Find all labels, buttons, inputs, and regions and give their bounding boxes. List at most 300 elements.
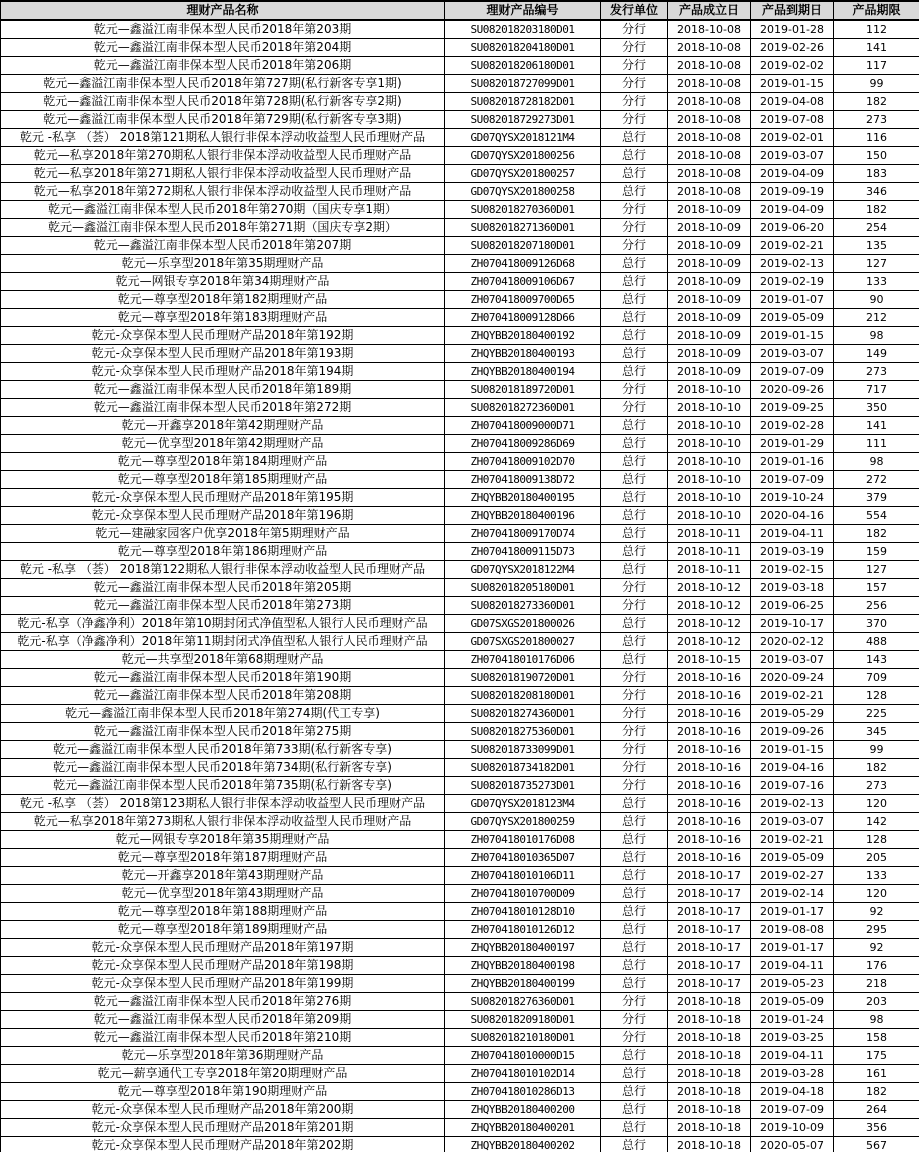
cell-product-name[interactable]: 乾元—鑫溢江南非保本型人民币2018年第275期: [1, 723, 445, 741]
cell-term-days[interactable]: 295: [834, 921, 919, 939]
cell-product-code[interactable]: ZH070418010126D12: [445, 921, 601, 939]
cell-maturity-date[interactable]: 2019-01-24: [751, 1011, 834, 1029]
cell-maturity-date[interactable]: 2019-02-21: [751, 831, 834, 849]
cell-product-code[interactable]: SU082018203180D01: [445, 20, 601, 39]
cell-issuing-unit[interactable]: 总行: [601, 1065, 668, 1083]
cell-product-code[interactable]: ZHQYBB20180400198: [445, 957, 601, 975]
cell-start-date[interactable]: 2018-10-16: [668, 813, 751, 831]
column-header-maturity-date[interactable]: 产品到期日: [751, 1, 834, 20]
cell-issuing-unit[interactable]: 总行: [601, 1119, 668, 1137]
cell-product-name[interactable]: 乾元—共享型2018年第68期理财产品: [1, 651, 445, 669]
cell-maturity-date[interactable]: 2019-02-13: [751, 255, 834, 273]
cell-maturity-date[interactable]: 2020-05-07: [751, 1137, 834, 1152]
cell-term-days[interactable]: 183: [834, 165, 919, 183]
column-header-issuing-unit[interactable]: 发行单位: [601, 1, 668, 20]
cell-product-name[interactable]: 乾元—鑫溢江南非保本型人民币2018年第271期（国庆专享2期）: [1, 219, 445, 237]
cell-product-name[interactable]: 乾元-众享保本型人民币理财产品2018年第192期: [1, 327, 445, 345]
cell-product-code[interactable]: SU082018207180D01: [445, 237, 601, 255]
cell-product-name[interactable]: 乾元-众享保本型人民币理财产品2018年第195期: [1, 489, 445, 507]
cell-maturity-date[interactable]: 2019-01-16: [751, 453, 834, 471]
cell-product-code[interactable]: SU082018274360D01: [445, 705, 601, 723]
cell-product-code[interactable]: ZHQYBB20180400195: [445, 489, 601, 507]
cell-issuing-unit[interactable]: 总行: [601, 453, 668, 471]
cell-issuing-unit[interactable]: 总行: [601, 885, 668, 903]
cell-product-code[interactable]: ZH070418009000D71: [445, 417, 601, 435]
cell-product-name[interactable]: 乾元—鑫溢江南非保本型人民币2018年第733期(私行新客专享): [1, 741, 445, 759]
cell-term-days[interactable]: 157: [834, 579, 919, 597]
cell-product-code[interactable]: SU082018272360D01: [445, 399, 601, 417]
cell-start-date[interactable]: 2018-10-09: [668, 201, 751, 219]
cell-product-name[interactable]: 乾元—尊享型2018年第187期理财产品: [1, 849, 445, 867]
cell-start-date[interactable]: 2018-10-10: [668, 507, 751, 525]
cell-maturity-date[interactable]: 2019-09-19: [751, 183, 834, 201]
cell-product-name[interactable]: 乾元—鑫溢江南非保本型人民币2018年第735期(私行新客专享): [1, 777, 445, 795]
cell-maturity-date[interactable]: 2019-10-24: [751, 489, 834, 507]
column-header-product-code[interactable]: 理财产品编号: [445, 1, 601, 20]
cell-product-name[interactable]: 乾元—优享型2018年第42期理财产品: [1, 435, 445, 453]
cell-product-name[interactable]: 乾元-私享（净鑫净利）2018年第10期封闭式净值型私人银行人民币理财产品: [1, 615, 445, 633]
cell-start-date[interactable]: 2018-10-16: [668, 687, 751, 705]
cell-issuing-unit[interactable]: 分行: [601, 597, 668, 615]
cell-product-name[interactable]: 乾元—尊享型2018年第183期理财产品: [1, 309, 445, 327]
cell-term-days[interactable]: 98: [834, 453, 919, 471]
cell-term-days[interactable]: 182: [834, 201, 919, 219]
cell-start-date[interactable]: 2018-10-10: [668, 471, 751, 489]
cell-term-days[interactable]: 273: [834, 777, 919, 795]
cell-issuing-unit[interactable]: 分行: [601, 777, 668, 795]
cell-issuing-unit[interactable]: 总行: [601, 291, 668, 309]
cell-issuing-unit[interactable]: 分行: [601, 759, 668, 777]
cell-issuing-unit[interactable]: 总行: [601, 525, 668, 543]
cell-maturity-date[interactable]: 2019-01-07: [751, 291, 834, 309]
cell-maturity-date[interactable]: 2019-02-15: [751, 561, 834, 579]
cell-product-name[interactable]: 乾元—鑫溢江南非保本型人民币2018年第274期(代工专享): [1, 705, 445, 723]
cell-issuing-unit[interactable]: 分行: [601, 1011, 668, 1029]
cell-issuing-unit[interactable]: 总行: [601, 633, 668, 651]
cell-start-date[interactable]: 2018-10-17: [668, 885, 751, 903]
cell-product-code[interactable]: ZHQYBB20180400202: [445, 1137, 601, 1152]
cell-product-code[interactable]: SU082018189720D01: [445, 381, 601, 399]
cell-product-code[interactable]: SU082018204180D01: [445, 39, 601, 57]
cell-maturity-date[interactable]: 2019-06-20: [751, 219, 834, 237]
cell-issuing-unit[interactable]: 总行: [601, 795, 668, 813]
cell-product-name[interactable]: 乾元—鑫溢江南非保本型人民币2018年第205期: [1, 579, 445, 597]
cell-term-days[interactable]: 127: [834, 255, 919, 273]
cell-product-name[interactable]: 乾元 -私享 （荟） 2018第123期私人银行非保本浮动收益型人民币理财产品: [1, 795, 445, 813]
cell-issuing-unit[interactable]: 分行: [601, 579, 668, 597]
cell-maturity-date[interactable]: 2019-03-18: [751, 579, 834, 597]
cell-term-days[interactable]: 161: [834, 1065, 919, 1083]
cell-product-code[interactable]: SU082018210180D01: [445, 1029, 601, 1047]
cell-issuing-unit[interactable]: 总行: [601, 165, 668, 183]
cell-maturity-date[interactable]: 2019-04-09: [751, 165, 834, 183]
cell-product-code[interactable]: ZHQYBB20180400193: [445, 345, 601, 363]
cell-start-date[interactable]: 2018-10-12: [668, 597, 751, 615]
cell-product-name[interactable]: 乾元—开鑫享2018年第42期理财产品: [1, 417, 445, 435]
cell-maturity-date[interactable]: 2019-04-11: [751, 1047, 834, 1065]
cell-start-date[interactable]: 2018-10-09: [668, 291, 751, 309]
cell-start-date[interactable]: 2018-10-11: [668, 543, 751, 561]
cell-product-name[interactable]: 乾元—尊享型2018年第190期理财产品: [1, 1083, 445, 1101]
cell-start-date[interactable]: 2018-10-09: [668, 255, 751, 273]
cell-product-code[interactable]: SU082018205180D01: [445, 579, 601, 597]
cell-term-days[interactable]: 182: [834, 93, 919, 111]
cell-product-code[interactable]: ZH070418010106D11: [445, 867, 601, 885]
cell-maturity-date[interactable]: 2019-04-09: [751, 201, 834, 219]
cell-issuing-unit[interactable]: 分行: [601, 399, 668, 417]
cell-product-code[interactable]: SU082018276360D01: [445, 993, 601, 1011]
cell-maturity-date[interactable]: 2019-01-29: [751, 435, 834, 453]
cell-start-date[interactable]: 2018-10-18: [668, 1065, 751, 1083]
cell-term-days[interactable]: 182: [834, 759, 919, 777]
cell-issuing-unit[interactable]: 分行: [601, 705, 668, 723]
cell-start-date[interactable]: 2018-10-10: [668, 417, 751, 435]
cell-maturity-date[interactable]: 2019-07-08: [751, 111, 834, 129]
column-header-term-days[interactable]: 产品期限: [834, 1, 919, 20]
cell-term-days[interactable]: 141: [834, 417, 919, 435]
cell-maturity-date[interactable]: 2020-02-12: [751, 633, 834, 651]
cell-issuing-unit[interactable]: 总行: [601, 255, 668, 273]
cell-maturity-date[interactable]: 2019-02-26: [751, 39, 834, 57]
cell-issuing-unit[interactable]: 总行: [601, 867, 668, 885]
cell-issuing-unit[interactable]: 总行: [601, 309, 668, 327]
cell-start-date[interactable]: 2018-10-09: [668, 327, 751, 345]
cell-start-date[interactable]: 2018-10-17: [668, 975, 751, 993]
cell-maturity-date[interactable]: 2019-05-29: [751, 705, 834, 723]
cell-product-name[interactable]: 乾元—尊享型2018年第182期理财产品: [1, 291, 445, 309]
cell-start-date[interactable]: 2018-10-11: [668, 525, 751, 543]
cell-issuing-unit[interactable]: 总行: [601, 615, 668, 633]
cell-term-days[interactable]: 176: [834, 957, 919, 975]
cell-product-name[interactable]: 乾元—鑫溢江南非保本型人民币2018年第206期: [1, 57, 445, 75]
cell-product-code[interactable]: ZHQYBB20180400196: [445, 507, 601, 525]
cell-issuing-unit[interactable]: 总行: [601, 903, 668, 921]
cell-product-code[interactable]: ZH070418010128D10: [445, 903, 601, 921]
column-header-start-date[interactable]: 产品成立日: [668, 1, 751, 20]
cell-maturity-date[interactable]: 2019-03-07: [751, 813, 834, 831]
cell-term-days[interactable]: 345: [834, 723, 919, 741]
cell-product-code[interactable]: GD07SXGS201800027: [445, 633, 601, 651]
cell-issuing-unit[interactable]: 分行: [601, 39, 668, 57]
cell-term-days[interactable]: 135: [834, 237, 919, 255]
cell-maturity-date[interactable]: 2019-02-19: [751, 273, 834, 291]
cell-product-code[interactable]: SU082018735273D01: [445, 777, 601, 795]
cell-term-days[interactable]: 717: [834, 381, 919, 399]
cell-term-days[interactable]: 98: [834, 1011, 919, 1029]
cell-issuing-unit[interactable]: 总行: [601, 471, 668, 489]
cell-issuing-unit[interactable]: 分行: [601, 669, 668, 687]
cell-maturity-date[interactable]: 2019-03-07: [751, 345, 834, 363]
cell-start-date[interactable]: 2018-10-16: [668, 741, 751, 759]
cell-product-code[interactable]: ZH070418009286D69: [445, 435, 601, 453]
cell-product-code[interactable]: SU082018727099D01: [445, 75, 601, 93]
cell-issuing-unit[interactable]: 分行: [601, 381, 668, 399]
cell-start-date[interactable]: 2018-10-08: [668, 111, 751, 129]
cell-maturity-date[interactable]: 2019-01-15: [751, 741, 834, 759]
cell-term-days[interactable]: 150: [834, 147, 919, 165]
cell-maturity-date[interactable]: 2019-07-09: [751, 1101, 834, 1119]
cell-issuing-unit[interactable]: 总行: [601, 975, 668, 993]
cell-product-code[interactable]: ZH070418009138D72: [445, 471, 601, 489]
cell-issuing-unit[interactable]: 总行: [601, 273, 668, 291]
cell-maturity-date[interactable]: 2019-04-18: [751, 1083, 834, 1101]
cell-term-days[interactable]: 488: [834, 633, 919, 651]
cell-term-days[interactable]: 182: [834, 525, 919, 543]
cell-term-days[interactable]: 212: [834, 309, 919, 327]
cell-term-days[interactable]: 370: [834, 615, 919, 633]
cell-maturity-date[interactable]: 2019-02-13: [751, 795, 834, 813]
cell-start-date[interactable]: 2018-10-18: [668, 1083, 751, 1101]
cell-term-days[interactable]: 90: [834, 291, 919, 309]
cell-start-date[interactable]: 2018-10-08: [668, 20, 751, 39]
cell-product-code[interactable]: SU082018734182D01: [445, 759, 601, 777]
cell-product-name[interactable]: 乾元—鑫溢江南非保本型人民币2018年第208期: [1, 687, 445, 705]
cell-issuing-unit[interactable]: 总行: [601, 561, 668, 579]
cell-start-date[interactable]: 2018-10-16: [668, 831, 751, 849]
cell-term-days[interactable]: 356: [834, 1119, 919, 1137]
cell-issuing-unit[interactable]: 分行: [601, 93, 668, 111]
cell-product-name[interactable]: 乾元—尊享型2018年第189期理财产品: [1, 921, 445, 939]
cell-product-code[interactable]: ZH070418010365D07: [445, 849, 601, 867]
cell-maturity-date[interactable]: 2019-04-11: [751, 525, 834, 543]
cell-product-name[interactable]: 乾元—尊享型2018年第184期理财产品: [1, 453, 445, 471]
cell-maturity-date[interactable]: 2019-05-09: [751, 993, 834, 1011]
cell-maturity-date[interactable]: 2019-06-25: [751, 597, 834, 615]
cell-start-date[interactable]: 2018-10-08: [668, 129, 751, 147]
cell-product-name[interactable]: 乾元—鑫溢江南非保本型人民币2018年第272期: [1, 399, 445, 417]
cell-product-code[interactable]: SU082018270360D01: [445, 201, 601, 219]
cell-term-days[interactable]: 272: [834, 471, 919, 489]
cell-start-date[interactable]: 2018-10-08: [668, 39, 751, 57]
cell-issuing-unit[interactable]: 总行: [601, 363, 668, 381]
cell-term-days[interactable]: 142: [834, 813, 919, 831]
cell-product-name[interactable]: 乾元—建融家园客户优享2018年第5期理财产品: [1, 525, 445, 543]
cell-start-date[interactable]: 2018-10-17: [668, 957, 751, 975]
cell-product-name[interactable]: 乾元-私享（净鑫净利）2018年第11期封闭式净值型私人银行人民币理财产品: [1, 633, 445, 651]
cell-product-code[interactable]: GD07QYSX2018122M4: [445, 561, 601, 579]
cell-term-days[interactable]: 112: [834, 20, 919, 39]
cell-term-days[interactable]: 141: [834, 39, 919, 57]
cell-start-date[interactable]: 2018-10-10: [668, 489, 751, 507]
cell-maturity-date[interactable]: 2020-09-24: [751, 669, 834, 687]
cell-start-date[interactable]: 2018-10-18: [668, 993, 751, 1011]
cell-term-days[interactable]: 149: [834, 345, 919, 363]
cell-issuing-unit[interactable]: 分行: [601, 237, 668, 255]
cell-start-date[interactable]: 2018-10-18: [668, 1137, 751, 1152]
cell-term-days[interactable]: 273: [834, 363, 919, 381]
cell-issuing-unit[interactable]: 总行: [601, 543, 668, 561]
cell-product-code[interactable]: ZHQYBB20180400201: [445, 1119, 601, 1137]
cell-product-code[interactable]: SU082018271360D01: [445, 219, 601, 237]
cell-product-name[interactable]: 乾元—乐享型2018年第35期理财产品: [1, 255, 445, 273]
cell-product-name[interactable]: 乾元—薪享通代工专享2018年第20期理财产品: [1, 1065, 445, 1083]
cell-product-code[interactable]: ZHQYBB20180400194: [445, 363, 601, 381]
cell-product-name[interactable]: 乾元—鑫溢江南非保本型人民币2018年第276期: [1, 993, 445, 1011]
cell-maturity-date[interactable]: 2019-04-11: [751, 957, 834, 975]
cell-product-name[interactable]: 乾元—鑫溢江南非保本型人民币2018年第203期: [1, 20, 445, 39]
cell-maturity-date[interactable]: 2019-02-01: [751, 129, 834, 147]
cell-start-date[interactable]: 2018-10-10: [668, 435, 751, 453]
cell-term-days[interactable]: 116: [834, 129, 919, 147]
cell-product-code[interactable]: ZH070418009115D73: [445, 543, 601, 561]
cell-maturity-date[interactable]: 2019-08-08: [751, 921, 834, 939]
cell-term-days[interactable]: 143: [834, 651, 919, 669]
cell-issuing-unit[interactable]: 分行: [601, 57, 668, 75]
cell-product-name[interactable]: 乾元—尊享型2018年第185期理财产品: [1, 471, 445, 489]
cell-start-date[interactable]: 2018-10-08: [668, 75, 751, 93]
cell-product-code[interactable]: GD07QYSX2018121M4: [445, 129, 601, 147]
cell-product-code[interactable]: ZH070418009102D70: [445, 453, 601, 471]
cell-maturity-date[interactable]: 2019-01-15: [751, 327, 834, 345]
cell-product-code[interactable]: ZH070418009128D66: [445, 309, 601, 327]
cell-product-name[interactable]: 乾元—私享2018年第271期私人银行非保本浮动收益型人民币理财产品: [1, 165, 445, 183]
cell-issuing-unit[interactable]: 总行: [601, 345, 668, 363]
cell-start-date[interactable]: 2018-10-16: [668, 777, 751, 795]
cell-product-code[interactable]: ZHQYBB20180400200: [445, 1101, 601, 1119]
cell-product-name[interactable]: 乾元—鑫溢江南非保本型人民币2018年第204期: [1, 39, 445, 57]
cell-maturity-date[interactable]: 2019-10-09: [751, 1119, 834, 1137]
cell-issuing-unit[interactable]: 总行: [601, 489, 668, 507]
cell-product-name[interactable]: 乾元—开鑫享2018年第43期理财产品: [1, 867, 445, 885]
cell-start-date[interactable]: 2018-10-12: [668, 615, 751, 633]
cell-issuing-unit[interactable]: 分行: [601, 20, 668, 39]
cell-maturity-date[interactable]: 2020-04-16: [751, 507, 834, 525]
cell-maturity-date[interactable]: 2019-03-07: [751, 651, 834, 669]
cell-product-code[interactable]: SU082018206180D01: [445, 57, 601, 75]
cell-product-name[interactable]: 乾元-众享保本型人民币理财产品2018年第201期: [1, 1119, 445, 1137]
cell-product-name[interactable]: 乾元—网银专享2018年第34期理财产品: [1, 273, 445, 291]
cell-product-code[interactable]: ZH070418009700D65: [445, 291, 601, 309]
cell-term-days[interactable]: 264: [834, 1101, 919, 1119]
cell-product-code[interactable]: SU082018728182D01: [445, 93, 601, 111]
cell-term-days[interactable]: 254: [834, 219, 919, 237]
cell-product-name[interactable]: 乾元—鑫溢江南非保本型人民币2018年第190期: [1, 669, 445, 687]
cell-term-days[interactable]: 99: [834, 741, 919, 759]
cell-issuing-unit[interactable]: 总行: [601, 1137, 668, 1152]
cell-issuing-unit[interactable]: 总行: [601, 183, 668, 201]
cell-start-date[interactable]: 2018-10-08: [668, 165, 751, 183]
cell-product-code[interactable]: SU082018190720D01: [445, 669, 601, 687]
cell-start-date[interactable]: 2018-10-10: [668, 453, 751, 471]
cell-term-days[interactable]: 92: [834, 939, 919, 957]
cell-product-name[interactable]: 乾元—鑫溢江南非保本型人民币2018年第729期(私行新客专享3期): [1, 111, 445, 129]
cell-issuing-unit[interactable]: 总行: [601, 849, 668, 867]
cell-term-days[interactable]: 120: [834, 795, 919, 813]
cell-start-date[interactable]: 2018-10-16: [668, 723, 751, 741]
cell-maturity-date[interactable]: 2019-02-02: [751, 57, 834, 75]
cell-product-code[interactable]: ZHQYBB20180400197: [445, 939, 601, 957]
cell-maturity-date[interactable]: 2019-09-25: [751, 399, 834, 417]
cell-issuing-unit[interactable]: 总行: [601, 957, 668, 975]
cell-product-name[interactable]: 乾元—尊享型2018年第186期理财产品: [1, 543, 445, 561]
cell-product-name[interactable]: 乾元-众享保本型人民币理财产品2018年第196期: [1, 507, 445, 525]
cell-product-code[interactable]: ZHQYBB20180400199: [445, 975, 601, 993]
cell-maturity-date[interactable]: 2019-02-27: [751, 867, 834, 885]
cell-product-name[interactable]: 乾元—优享型2018年第43期理财产品: [1, 885, 445, 903]
cell-term-days[interactable]: 98: [834, 327, 919, 345]
cell-issuing-unit[interactable]: 总行: [601, 129, 668, 147]
cell-product-code[interactable]: ZH070418009170D74: [445, 525, 601, 543]
cell-product-name[interactable]: 乾元-众享保本型人民币理财产品2018年第194期: [1, 363, 445, 381]
cell-term-days[interactable]: 203: [834, 993, 919, 1011]
cell-term-days[interactable]: 120: [834, 885, 919, 903]
cell-product-name[interactable]: 乾元—尊享型2018年第188期理财产品: [1, 903, 445, 921]
cell-product-code[interactable]: ZH070418010000D15: [445, 1047, 601, 1065]
cell-issuing-unit[interactable]: 总行: [601, 507, 668, 525]
cell-product-name[interactable]: 乾元—鑫溢江南非保本型人民币2018年第207期: [1, 237, 445, 255]
cell-issuing-unit[interactable]: 分行: [601, 75, 668, 93]
cell-issuing-unit[interactable]: 总行: [601, 1083, 668, 1101]
column-header-product-name[interactable]: 理财产品名称: [1, 1, 445, 20]
cell-start-date[interactable]: 2018-10-10: [668, 381, 751, 399]
cell-maturity-date[interactable]: 2019-03-07: [751, 147, 834, 165]
cell-product-name[interactable]: 乾元 -私享 （荟） 2018第122期私人银行非保本浮动收益型人民币理财产品: [1, 561, 445, 579]
cell-product-code[interactable]: ZH070418010102D14: [445, 1065, 601, 1083]
cell-product-code[interactable]: ZH070418009106D67: [445, 273, 601, 291]
cell-term-days[interactable]: 133: [834, 273, 919, 291]
cell-product-code[interactable]: ZH070418010700D09: [445, 885, 601, 903]
cell-issuing-unit[interactable]: 总行: [601, 327, 668, 345]
cell-start-date[interactable]: 2018-10-17: [668, 921, 751, 939]
cell-start-date[interactable]: 2018-10-08: [668, 93, 751, 111]
cell-maturity-date[interactable]: 2019-01-17: [751, 939, 834, 957]
cell-product-code[interactable]: GD07QYSX201800258: [445, 183, 601, 201]
cell-term-days[interactable]: 709: [834, 669, 919, 687]
cell-term-days[interactable]: 92: [834, 903, 919, 921]
cell-product-code[interactable]: ZH070418010176D08: [445, 831, 601, 849]
cell-product-code[interactable]: SU082018209180D01: [445, 1011, 601, 1029]
cell-term-days[interactable]: 350: [834, 399, 919, 417]
cell-maturity-date[interactable]: 2019-05-09: [751, 309, 834, 327]
cell-term-days[interactable]: 273: [834, 111, 919, 129]
cell-term-days[interactable]: 133: [834, 867, 919, 885]
cell-start-date[interactable]: 2018-10-09: [668, 363, 751, 381]
cell-term-days[interactable]: 554: [834, 507, 919, 525]
cell-term-days[interactable]: 182: [834, 1083, 919, 1101]
cell-product-name[interactable]: 乾元—鑫溢江南非保本型人民币2018年第209期: [1, 1011, 445, 1029]
cell-issuing-unit[interactable]: 分行: [601, 741, 668, 759]
cell-start-date[interactable]: 2018-10-18: [668, 1101, 751, 1119]
cell-start-date[interactable]: 2018-10-09: [668, 237, 751, 255]
cell-maturity-date[interactable]: 2019-01-28: [751, 20, 834, 39]
cell-product-name[interactable]: 乾元—鑫溢江南非保本型人民币2018年第734期(私行新客专享): [1, 759, 445, 777]
cell-maturity-date[interactable]: 2019-07-16: [751, 777, 834, 795]
cell-product-name[interactable]: 乾元—私享2018年第270期私人银行非保本浮动收益型人民币理财产品: [1, 147, 445, 165]
cell-start-date[interactable]: 2018-10-10: [668, 399, 751, 417]
cell-maturity-date[interactable]: 2019-01-15: [751, 75, 834, 93]
cell-product-name[interactable]: 乾元-众享保本型人民币理财产品2018年第202期: [1, 1137, 445, 1152]
cell-start-date[interactable]: 2018-10-17: [668, 867, 751, 885]
cell-product-name[interactable]: 乾元-众享保本型人民币理财产品2018年第193期: [1, 345, 445, 363]
cell-maturity-date[interactable]: 2019-03-28: [751, 1065, 834, 1083]
cell-product-code[interactable]: GD07QYSX201800257: [445, 165, 601, 183]
cell-product-code[interactable]: GD07SXGS201800026: [445, 615, 601, 633]
cell-start-date[interactable]: 2018-10-18: [668, 1011, 751, 1029]
cell-issuing-unit[interactable]: 总行: [601, 813, 668, 831]
cell-start-date[interactable]: 2018-10-09: [668, 309, 751, 327]
cell-product-name[interactable]: 乾元—乐享型2018年第36期理财产品: [1, 1047, 445, 1065]
cell-issuing-unit[interactable]: 分行: [601, 993, 668, 1011]
cell-product-code[interactable]: GD07QYSX201800256: [445, 147, 601, 165]
cell-issuing-unit[interactable]: 分行: [601, 687, 668, 705]
cell-product-name[interactable]: 乾元—鑫溢江南非保本型人民币2018年第270期（国庆专享1期）: [1, 201, 445, 219]
cell-product-name[interactable]: 乾元—鑫溢江南非保本型人民币2018年第273期: [1, 597, 445, 615]
cell-product-code[interactable]: GD07QYSX201800259: [445, 813, 601, 831]
cell-maturity-date[interactable]: 2019-03-25: [751, 1029, 834, 1047]
cell-start-date[interactable]: 2018-10-11: [668, 561, 751, 579]
cell-start-date[interactable]: 2018-10-09: [668, 219, 751, 237]
cell-maturity-date[interactable]: 2019-07-09: [751, 363, 834, 381]
